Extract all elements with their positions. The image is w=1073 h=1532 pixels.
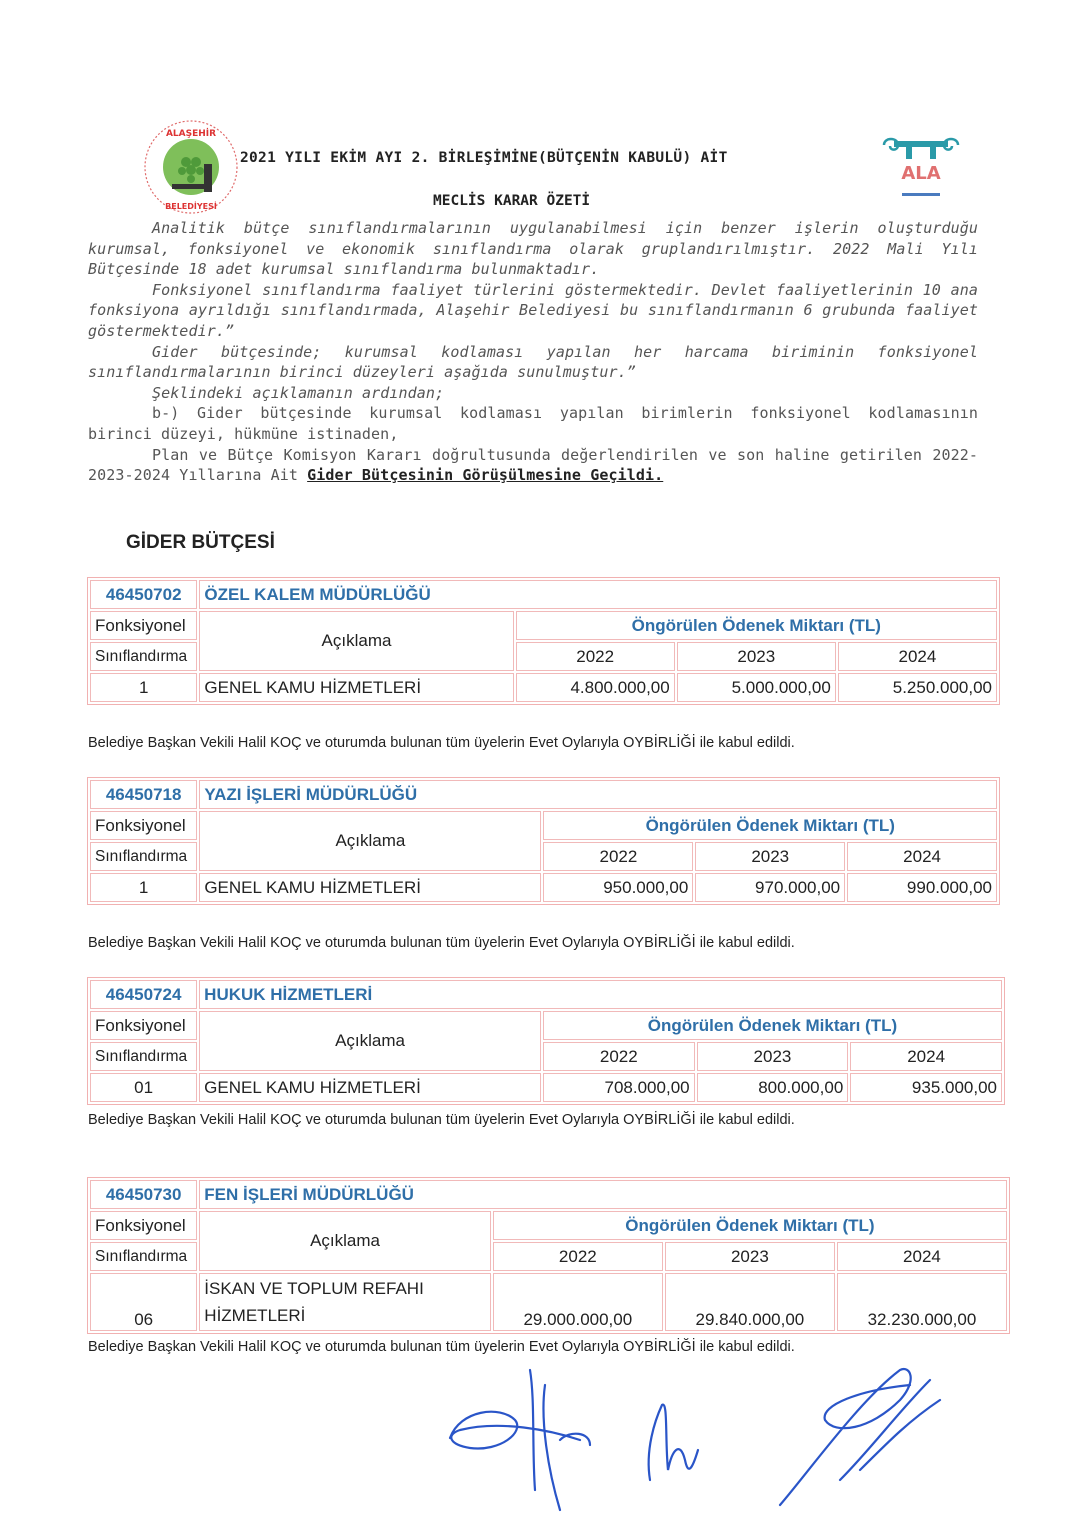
fonksiyonel-label: Fonksiyonel <box>90 1211 197 1240</box>
document-subtitle: MECLİS KARAR ÖZETİ <box>433 193 591 209</box>
approval-note-2: Belediye Başkan Vekili Halil KOÇ ve oturumda bulunan tüm üyelerin Evet Oylarıyla OYBİRLİĞİ ile kabul edildi. <box>88 935 795 951</box>
year-2024: 2024 <box>837 1242 1007 1271</box>
institution-code: 46450702 <box>90 580 197 609</box>
function-description: GENEL KAMU HİZMETLERİ <box>199 673 513 702</box>
approval-note-4: Belediye Başkan Vekili Halil KOÇ ve oturumda bulunan tüm üyelerin Evet Oylarıyla OYBİRLİĞİ ile kabul edildi. <box>88 1339 795 1355</box>
year-2023: 2023 <box>697 1042 849 1071</box>
amount-2023: 29.840.000,00 <box>665 1273 835 1331</box>
amount-2023: 970.000,00 <box>695 873 845 902</box>
year-2022: 2022 <box>493 1242 663 1271</box>
fonksiyonel-label: Fonksiyonel <box>90 811 197 840</box>
paragraph-6 <box>88 445 978 486</box>
year-2024: 2024 <box>838 642 997 671</box>
year-2024: 2024 <box>847 842 997 871</box>
institution-code: 46450730 <box>90 1180 197 1209</box>
fonksiyonel-label: Fonksiyonel <box>90 611 197 640</box>
year-2022: 2022 <box>543 1042 695 1071</box>
signatures <box>440 1360 960 1520</box>
ongorulen-label: Öngörülen Ödenek Miktarı (TL) <box>493 1211 1007 1240</box>
function-code: 06 <box>90 1273 197 1331</box>
budget-table-4 <box>87 1177 1010 1334</box>
aciklama-label: Açıklama <box>199 1011 541 1071</box>
paragraph-3: Gider bütçesinde; kurumsal kodlaması yapılan her harcama biriminin fonksiyonel sınıflandırmalarının birinci düzeyleri aşağıda sunulmuştur.” <box>88 342 978 382</box>
aciklama-label: Açıklama <box>199 611 513 671</box>
institution-code: 46450724 <box>90 980 197 1009</box>
budget-table-1 <box>87 577 1000 705</box>
siniflandirma-label: Sınıflandırma <box>90 1042 197 1071</box>
ongorulen-label: Öngörülen Ödenek Miktarı (TL) <box>516 611 997 640</box>
budget-table-2 <box>87 777 1000 905</box>
amount-2024: 32.230.000,00 <box>837 1273 1007 1331</box>
section-title: GİDER BÜTÇESİ <box>126 532 275 553</box>
year-2022: 2022 <box>543 842 693 871</box>
amount-2023: 800.000,00 <box>697 1073 849 1102</box>
siniflandirma-label: Sınıflandırma <box>90 842 197 871</box>
svg-text:BELEDİYESİ: BELEDİYESİ <box>165 202 217 211</box>
paragraph-1: Analitik bütçe sınıflandırmalarının uygulanabilmesi için benzer işlerin oluşturduğu kurumsal, fonksiyonel ve ekonomik sınıflandırma olarak gruplandırılmıştır. 2022 Mali Yılı Bütçesinde 18 adet kurumsal sınıflandırma bulunmaktadır. <box>88 219 978 279</box>
function-code: 1 <box>90 673 197 702</box>
paragraph-5: b-) Gider bütçesinde kurumsal kodlaması yapılan birimlerin fonksiyonel kodlamasının birinci düzeyi, hükmüne istinaden, <box>88 404 978 443</box>
institution-code: 46450718 <box>90 780 197 809</box>
budget-table-3 <box>87 977 1005 1105</box>
year-2024: 2024 <box>850 1042 1002 1071</box>
svg-text:ALAŞEHİR: ALAŞEHİR <box>165 129 217 139</box>
ongorulen-label: Öngörülen Ödenek Miktarı (TL) <box>543 1011 1002 1040</box>
amount-2024: 935.000,00 <box>850 1073 1002 1102</box>
ala-column-logo <box>880 135 962 203</box>
municipality-seal-logo <box>142 118 240 216</box>
paragraph-2: Fonksiyonel sınıflandırma faaliyet türlerini göstermektedir. Devlet faaliyetlerinin 10 ana fonksiyona ayrıldığı sınıflandırmada, Alaşehir Belediyesi bu sınıflandırmanın 6 grubunda faaliyet göstermektedir.” <box>88 280 978 340</box>
year-2023: 2023 <box>665 1242 835 1271</box>
siniflandirma-label: Sınıflandırma <box>90 642 197 671</box>
function-description-line2: HİZMETLERİ <box>204 1306 306 1325</box>
function-description-line1: İSKAN VE TOPLUM REFAHI <box>204 1279 424 1298</box>
department-name: HUKUK HİZMETLERİ <box>199 980 1002 1009</box>
amount-2023: 5.000.000,00 <box>677 673 836 702</box>
paragraph-6-prefix: Plan ve Bütçe Komisyon Kararı doğrultusunda değerlendirilen ve son haline getirilen 2022-2023-2024 Yıllarına Ait <box>88 445 978 485</box>
decision-body-text <box>88 218 978 486</box>
year-2023: 2023 <box>677 642 836 671</box>
signature-1 <box>450 1370 590 1510</box>
year-2022: 2022 <box>516 642 675 671</box>
department-name: ÖZEL KALEM MÜDÜRLÜĞÜ <box>199 580 997 609</box>
approval-note-1: Belediye Başkan Vekili Halil KOÇ ve oturumda bulunan tüm üyelerin Evet Oylarıyla OYBİRLİĞİ ile kabul edildi. <box>88 735 795 751</box>
amount-2022: 29.000.000,00 <box>493 1273 663 1331</box>
department-name: FEN İŞLERİ MÜDÜRLÜĞÜ <box>199 1180 1007 1209</box>
function-code: 01 <box>90 1073 197 1102</box>
year-2023: 2023 <box>695 842 845 871</box>
function-description: GENEL KAMU HİZMETLERİ <box>199 873 541 902</box>
approval-note-3: Belediye Başkan Vekili Halil KOÇ ve oturumda bulunan tüm üyelerin Evet Oylarıyla OYBİRLİĞİ ile kabul edildi. <box>88 1112 795 1128</box>
function-description: GENEL KAMU HİZMETLERİ <box>199 1073 541 1102</box>
amount-2022: 708.000,00 <box>543 1073 695 1102</box>
svg-text:ALA: ALA <box>901 163 941 184</box>
siniflandirma-label: Sınıflandırma <box>90 1242 197 1271</box>
fonksiyonel-label: Fonksiyonel <box>90 1011 197 1040</box>
amount-2022: 4.800.000,00 <box>516 673 675 702</box>
amount-2024: 5.250.000,00 <box>838 673 997 702</box>
amount-2024: 990.000,00 <box>847 873 997 902</box>
paragraph-4: Şeklindeki açıklamanın ardından; <box>152 383 445 402</box>
function-code: 1 <box>90 873 197 902</box>
ongorulen-label: Öngörülen Ödenek Miktarı (TL) <box>543 811 997 840</box>
amount-2022: 950.000,00 <box>543 873 693 902</box>
signature-2 <box>649 1405 698 1480</box>
document-title: 2021 YILI EKİM AYI 2. BİRLEŞİMİNE(BÜTÇENİN KABULÜ) AİT <box>240 150 728 166</box>
aciklama-label: Açıklama <box>199 1211 491 1271</box>
paragraph-6-underlined: Gider Bütçesinin Görüşülmesine Geçildi. <box>307 466 664 485</box>
department-name: YAZI İŞLERİ MÜDÜRLÜĞÜ <box>199 780 997 809</box>
function-description <box>199 1273 491 1331</box>
aciklama-label: Açıklama <box>199 811 541 871</box>
signature-3 <box>780 1369 940 1505</box>
